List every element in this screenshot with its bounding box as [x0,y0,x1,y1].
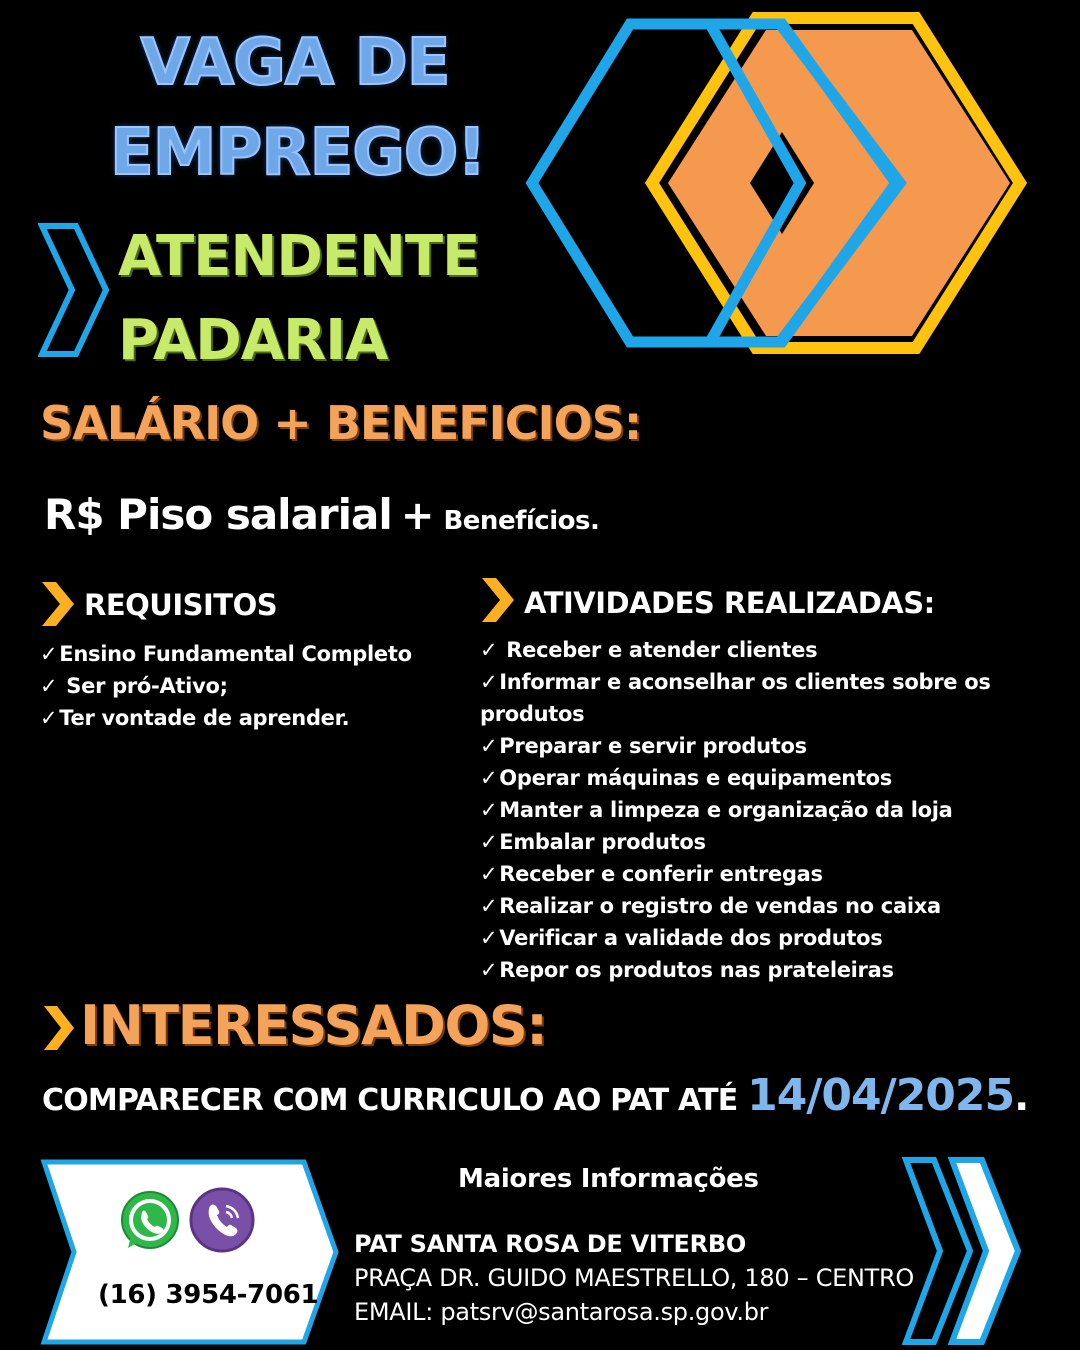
list-item: ✓ Ser pró-Ativo; [40,670,460,702]
organization-name: PAT SANTA ROSA DE VITERBO [354,1230,746,1258]
requirements-list [40,638,460,734]
job-title [118,215,479,383]
requirements-title: REQUISITOS [84,588,278,622]
list-item: ✓ Realizar o registro de vendas no caixa [480,890,1040,922]
job-title-line-2: PADARIA [118,308,388,373]
list-item: ✓ Manter a limpeza e organização da loja [480,794,1040,826]
viber-icon[interactable] [188,1186,256,1254]
blue-chevron-icon [38,222,110,358]
address-text: PRAÇA DR. GUIDO MAESTRELLO, 180 – CENTRO [354,1264,915,1292]
orange-chevron-icon [480,576,516,624]
salary-main: R$ Piso salarial [44,490,392,539]
list-item: ✓ Repor os produtos nas prateleiras [480,954,1040,986]
interested-title: INTERESSADOS: [80,994,547,1057]
instruction-line [42,1070,1029,1121]
title-line-2: EMPREGO! [110,116,486,190]
list-item: ✓ Embalar produtos [480,826,1040,858]
list-item: ✓ Receber e atender clientes [480,634,1040,666]
page-title [110,18,486,198]
list-item: ✓ Ensino Fundamental Completo [40,638,460,670]
orange-chevron-icon [40,580,76,628]
title-line-1: VAGA DE [140,26,450,100]
deadline-date: 14/04/2025 [747,1070,1015,1121]
list-item: ✓ Receber e conferir entregas [480,858,1040,890]
orange-chevron-icon [42,1004,76,1052]
list-item: ✓ Informar e aconselhar os clientes sobre os produtos [480,666,1040,730]
salary-benefits: Benefícios. [443,506,600,536]
activities-title: ATIVIDADES REALIZADAS: [524,586,935,620]
list-item: ✓ Operar máquinas e equipamentos [480,762,1040,794]
salary-text [44,490,599,539]
list-item: ✓ Preparar e servir produtos [480,730,1040,762]
salary-heading: SALÁRIO + BENEFICIOS: [40,396,642,450]
instruction-text: COMPARECER COM CURRICULO AO PAT ATÉ [42,1083,748,1118]
job-title-line-1: ATENDENTE [118,224,480,289]
activities-list [480,634,1040,986]
instruction-dot: . [1014,1074,1030,1120]
email-text: EMAIL: patsrv@santarosa.sp.gov.br [354,1298,769,1326]
whatsapp-icon[interactable] [118,1190,182,1254]
double-chevron-icon [900,1156,1024,1346]
more-info-heading: Maiores Informações [458,1164,759,1194]
list-item: ✓ Verificar a validade dos produtos [480,922,1040,954]
decorative-hexagon-logo [520,12,1030,354]
list-item: ✓ Ter vontade de aprender. [40,702,460,734]
phone-number: (16) 3954-7061 [98,1280,319,1310]
salary-plus: + [400,493,435,539]
